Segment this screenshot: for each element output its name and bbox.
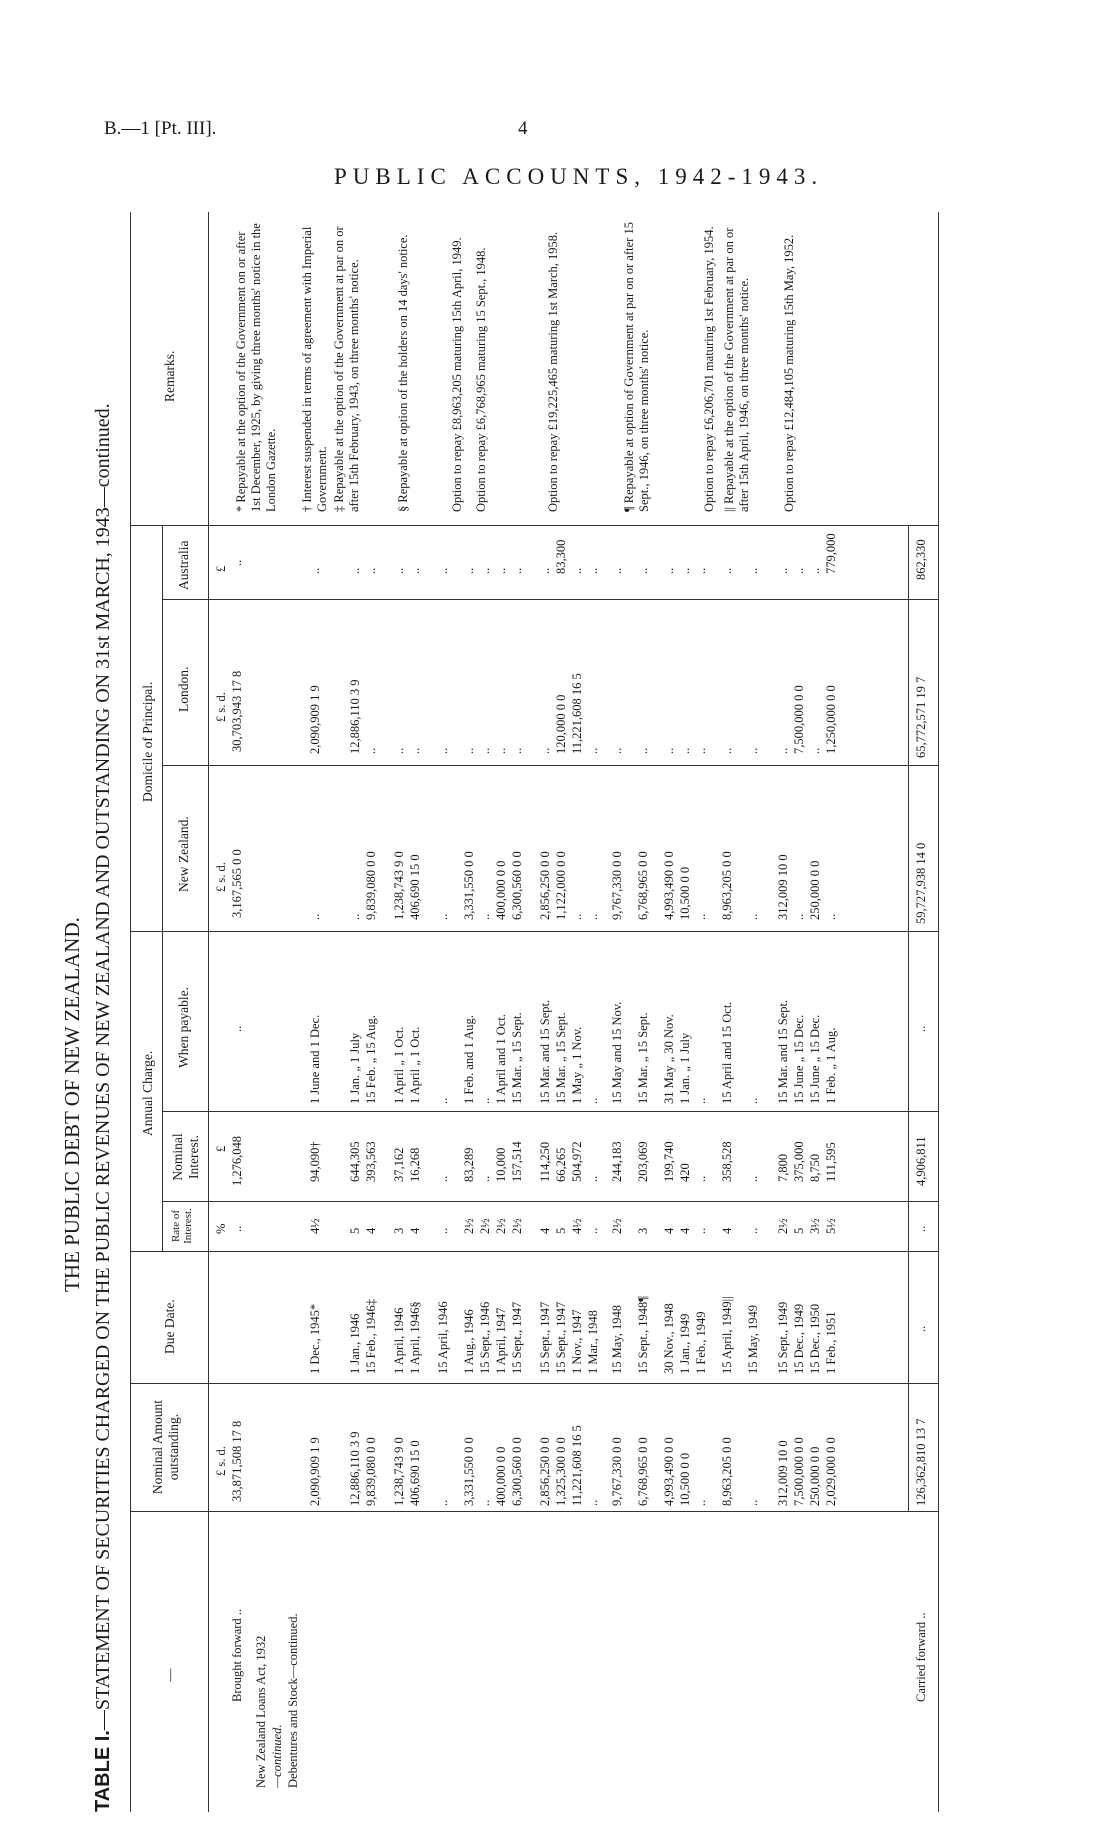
cell-new-zealand: 9,839,080 0 0	[364, 851, 378, 920]
carried-forward-nz: 59,727,938 14 0	[914, 842, 928, 924]
cell-interest: 203,069	[636, 1141, 650, 1182]
cell-nominal: 7,500,000 0 0	[792, 1437, 806, 1506]
cell-london: 7,500,000 0 0	[792, 685, 806, 754]
cell-new-zealand: 6,768,965 0 0	[636, 851, 650, 920]
rule-col6	[130, 931, 938, 932]
cell-australia: ..	[636, 567, 650, 574]
rule-col9	[130, 525, 938, 526]
cell-london: ..	[808, 747, 822, 754]
cell-rate: 4½	[308, 1218, 322, 1234]
cell-new-zealand: ..	[436, 913, 450, 920]
cell-rate: 2½	[462, 1218, 476, 1234]
cell-nominal: ..	[436, 1499, 450, 1506]
table-heading-statement	[92, 403, 115, 1812]
cell-rate: 5½	[824, 1218, 838, 1234]
cell-rate: 5	[554, 1227, 568, 1234]
section-label-act: New Zealand Loans Act, 1932	[254, 1635, 268, 1788]
cell-rate: 4	[662, 1227, 676, 1234]
unit-nominal: £ s. d.	[214, 1446, 228, 1476]
cell-interest: 10,000	[494, 1147, 508, 1182]
cell-new-zealand: 406,690 15 0	[408, 854, 422, 920]
cell-interest: 66,265	[554, 1147, 568, 1182]
cell-when-payable: 15 May and 15 Nov.	[610, 1001, 624, 1104]
cell-due-date: 15 April, 1949||	[720, 1296, 734, 1374]
cell-australia: ..	[436, 567, 450, 574]
cell-australia: ..	[494, 567, 508, 574]
col-header-nominal-interest: Nominal Interest.	[170, 1133, 201, 1181]
cell-australia: ..	[538, 567, 552, 574]
cell-due-date: 15 Sept., 1949	[776, 1301, 790, 1374]
cell-due-date: 1 Feb., 1949	[694, 1311, 708, 1374]
cell-interest: 199,740	[662, 1141, 676, 1182]
cell-nominal: ..	[478, 1499, 492, 1506]
cell-when-payable: 1 Feb. „ 1 Aug.	[824, 1027, 838, 1104]
brought-forward-when: ..	[230, 1025, 244, 1032]
cell-when-payable: ..	[586, 1097, 600, 1104]
cell-london: ..	[678, 747, 692, 754]
cell-due-date: 15 Sept., 1947	[538, 1301, 552, 1374]
cell-when-payable: ..	[478, 1097, 492, 1104]
cell-new-zealand: 10,500 0 0	[678, 866, 692, 920]
cell-rate: 2½	[478, 1218, 492, 1234]
remark-note: * Repayable at the option of the Government on or after 1st December, 1925, by giving three months' notice in the London Gazette.	[234, 223, 278, 512]
cell-due-date: 1 Feb., 1951	[824, 1311, 838, 1374]
cell-interest: 111,595	[824, 1142, 838, 1182]
carried-forward-due: ..	[914, 1325, 928, 1332]
cell-new-zealand: ..	[586, 913, 600, 920]
cell-london: ..	[494, 747, 508, 754]
cell-australia: ..	[746, 567, 760, 574]
cell-new-zealand: ..	[308, 913, 322, 920]
cell-rate: 4½	[570, 1218, 584, 1234]
cell-interest: 8,750	[808, 1153, 822, 1182]
cell-australia: 779,000	[824, 533, 838, 574]
cell-due-date: 15 Sept., 1947	[510, 1301, 524, 1374]
unit-rate: %	[214, 1223, 228, 1234]
cell-due-date: 15 May, 1948	[610, 1305, 624, 1374]
cell-interest: 393,563	[364, 1141, 378, 1182]
cell-due-date: 1 Mar., 1948	[586, 1310, 600, 1374]
cell-new-zealand: 2,856,250 0 0	[538, 851, 552, 920]
col-header-australia: Australia	[176, 540, 191, 590]
table-heading-public-debt: THE PUBLIC DEBT OF NEW ZEALAND.	[60, 917, 84, 1292]
cell-australia: ..	[308, 567, 322, 574]
rule-domicile	[162, 526, 163, 932]
cell-when-payable: 15 Mar. „ 15 Sept.	[636, 1012, 650, 1104]
cell-nominal: ..	[694, 1499, 708, 1506]
rule-header-bottom	[208, 212, 209, 1812]
cell-due-date: 15 Dec., 1950	[808, 1303, 822, 1374]
cell-nominal: 400,000 0 0	[494, 1446, 508, 1506]
cell-london: 120,000 0 0	[554, 694, 568, 754]
cell-new-zealand: 400,000 0 0	[494, 860, 508, 920]
cell-new-zealand: 9,767,330 0 0	[610, 851, 624, 920]
cell-interest: 358,528	[720, 1141, 734, 1182]
cell-due-date: 15 Sept., 1947	[554, 1301, 568, 1374]
cell-nominal: 1,325,300 0 0	[554, 1437, 568, 1506]
cell-nominal: ..	[586, 1499, 600, 1506]
cell-london: 11,221,608 16 5	[570, 673, 584, 754]
page-number: 4	[518, 118, 528, 139]
remark-note: ‡ Repayable at the option of the Government at par on or after 15th February, 1943, on three months' notice.	[332, 226, 361, 512]
cell-nominal: 11,221,608 16 5	[570, 1425, 584, 1506]
cell-australia: ..	[510, 567, 524, 574]
cell-due-date: 1 Aug., 1946	[462, 1309, 476, 1374]
cell-interest: 244,183	[610, 1141, 624, 1182]
carried-forward-london: 65,772,571 19 7	[914, 676, 928, 758]
cell-rate: 2½	[494, 1218, 508, 1234]
cell-interest: 114,250	[538, 1141, 552, 1182]
cell-london: ..	[586, 747, 600, 754]
cell-when-payable: ..	[746, 1097, 760, 1104]
section-label-continued: —continued.	[270, 1724, 284, 1788]
cell-due-date: 15 Dec., 1949	[792, 1303, 806, 1374]
cell-due-date: 15 Sept., 1946	[478, 1301, 492, 1374]
col-header-remarks: Remarks.	[162, 350, 177, 402]
remark-note: Option to repay £12,484,105 maturing 15th May, 1952.	[782, 234, 796, 512]
rule-top	[130, 212, 131, 1812]
unit-interest: £	[214, 1145, 228, 1152]
cell-interest: 157,514	[510, 1141, 524, 1182]
rule-col4	[162, 1201, 938, 1202]
cell-nominal: 2,090,909 1 9	[308, 1437, 322, 1506]
cell-nominal: 8,963,205 0 0	[720, 1437, 734, 1506]
cell-nominal: ..	[746, 1499, 760, 1506]
cell-london: ..	[694, 747, 708, 754]
cell-rate: 4	[678, 1227, 692, 1234]
col-header-when-payable: When payable.	[176, 987, 191, 1068]
cell-rate: 2½	[510, 1218, 524, 1234]
remark-note: † Interest suspended in terms of agreement with Imperial Government.	[300, 226, 329, 512]
cell-new-zealand: 1,122,000 0 0	[554, 851, 568, 920]
cell-when-payable: 15 April and 15 Oct.	[720, 1001, 734, 1104]
cell-new-zealand: 3,331,550 0 0	[462, 851, 476, 920]
cell-rate: 5	[792, 1227, 806, 1234]
cell-interest: ..	[586, 1175, 600, 1182]
cell-london: ..	[478, 747, 492, 754]
cell-australia: ..	[662, 567, 676, 574]
col-header-nominal-amount: Nominal Amount outstanding.	[150, 1399, 181, 1495]
col-header-rate: Rate of Interest.	[170, 1208, 194, 1244]
cell-nominal: 312,009 10 0	[776, 1440, 790, 1506]
cell-london: ..	[720, 747, 734, 754]
remark-note: Option to repay £8,963,205 maturing 15th April, 1949.	[450, 237, 464, 512]
cell-when-payable: ..	[694, 1097, 708, 1104]
cell-when-payable: 15 Mar. and 15 Sept.	[776, 999, 790, 1104]
cell-new-zealand: ..	[824, 913, 838, 920]
rule-annual-charge	[162, 932, 163, 1252]
cell-rate: 3	[636, 1227, 650, 1234]
remark-note: § Repayable at option of the holders on 14 days' notice.	[396, 234, 410, 512]
cell-when-payable: 1 April „ 1 Oct.	[408, 1026, 422, 1104]
unit-london: £ s. d.	[214, 692, 228, 722]
brought-forward-london: 30,703,943 17 8	[230, 670, 244, 752]
carried-forward-when: ..	[914, 1025, 928, 1032]
cell-london: 2,090,909 1 9	[308, 685, 322, 754]
cell-when-payable: 15 Feb. „ 15 Aug.	[364, 1015, 378, 1104]
col-header-annual-charge: Annual Charge.	[140, 1050, 155, 1136]
cell-interest: 83,289	[462, 1147, 476, 1182]
cell-when-payable: 15 Mar. „ 15 Sept.	[554, 1012, 568, 1104]
cell-when-payable: 1 Feb. and 1 Aug.	[462, 1015, 476, 1104]
cell-london: ..	[436, 747, 450, 754]
cell-rate: ..	[694, 1227, 708, 1234]
cell-australia: ..	[776, 567, 790, 574]
section-label-debentures: Debentures and Stock—continued.	[286, 1613, 300, 1788]
col-header-blank: —	[162, 1668, 177, 1682]
rule-col5	[162, 1111, 938, 1112]
cell-when-payable: 15 Mar. and 15 Sept.	[538, 999, 552, 1104]
cell-rate: 2½	[776, 1218, 790, 1234]
cell-when-payable: 15 June „ 15 Dec.	[808, 1014, 822, 1104]
remark-note: Option to repay £19,225,465 maturing 1st March, 1958.	[546, 231, 560, 512]
cell-when-payable: 15 Mar. „ 15 Sept.	[510, 1012, 524, 1104]
remark-note: Option to repay £6,768,965 maturing 15 Sept., 1948.	[474, 247, 488, 512]
brought-forward-rate: ..	[230, 1225, 244, 1232]
brought-forward-interest: 1,276,048	[230, 1136, 244, 1186]
carried-forward-australia: 862,330	[914, 539, 928, 580]
cell-london: ..	[408, 747, 422, 754]
cell-rate: 2½	[610, 1218, 624, 1234]
cell-london: ..	[776, 747, 790, 754]
cell-australia: ..	[586, 567, 600, 574]
cell-new-zealand: 6,300,560 0 0	[510, 851, 524, 920]
cell-nominal: 4,993,490 0 0	[662, 1437, 676, 1506]
cell-london: ..	[392, 747, 406, 754]
unit-nz: £ s. d.	[214, 862, 228, 892]
cell-due-date: 15 Sept., 1948¶	[636, 1296, 650, 1374]
rule-total	[908, 526, 909, 1512]
cell-interest: ..	[694, 1175, 708, 1182]
remark-note: Option to repay £6,206,701 maturing 1st February, 1954.	[702, 226, 716, 512]
cell-nominal: 12,886,110 3 9	[348, 1431, 362, 1506]
cell-nominal: 406,690 15 0	[408, 1440, 422, 1506]
carried-forward-interest: 4,906,811	[914, 1136, 928, 1186]
brought-forward-label: Brought forward ..	[230, 1608, 244, 1702]
cell-due-date: 1 April, 1946	[392, 1307, 406, 1374]
cell-australia: 83,300	[554, 539, 568, 574]
cell-new-zealand: 1,238,743 9 0	[392, 851, 406, 920]
brought-forward-australia: ..	[230, 559, 244, 566]
cell-london: ..	[636, 747, 650, 754]
cell-when-payable: 31 May „ 30 Nov.	[662, 1014, 676, 1104]
cell-london: ..	[610, 747, 624, 754]
cell-rate: 3	[392, 1227, 406, 1234]
cell-london: ..	[510, 747, 524, 754]
unit-australia: £	[214, 565, 228, 572]
cell-interest: 94,090†	[308, 1141, 322, 1182]
remark-note: || Repayable at the option of the Government at par on or after 15th April, 1946, on three months' notice.	[722, 227, 751, 512]
cell-australia: ..	[678, 567, 692, 574]
cell-due-date: 1 April, 1947	[494, 1307, 508, 1374]
cell-australia: ..	[348, 567, 362, 574]
cell-nominal: 6,768,965 0 0	[636, 1437, 650, 1506]
cell-nominal: 9,767,330 0 0	[610, 1437, 624, 1506]
cell-new-zealand: ..	[694, 913, 708, 920]
col-header-london: London.	[176, 666, 191, 712]
cell-rate: ..	[586, 1227, 600, 1234]
cell-london: 1,250,000 0 0	[824, 685, 838, 754]
rule-bottom	[938, 212, 939, 1812]
carried-forward-label: Carried forward ..	[914, 1612, 928, 1702]
cell-due-date: 1 Nov., 1947	[570, 1309, 584, 1374]
cell-rate: ..	[746, 1227, 760, 1234]
brought-forward-nz: 3,167,565 0 0	[230, 849, 244, 918]
cell-rate: ..	[436, 1227, 450, 1234]
cell-new-zealand: ..	[570, 913, 584, 920]
cell-australia: ..	[392, 567, 406, 574]
col-header-due-date: Due Date.	[162, 1299, 177, 1354]
running-title: PUBLIC ACCOUNTS, 1942-1943.	[334, 164, 824, 189]
cell-london: ..	[538, 747, 552, 754]
cell-london: ..	[462, 747, 476, 754]
cell-new-zealand: 312,009 10 0	[776, 854, 790, 920]
cell-rate: 4	[408, 1227, 422, 1234]
cell-interest: 16,268	[408, 1147, 422, 1182]
brought-forward-nominal: 33,871,508 17 8	[230, 1420, 244, 1502]
rotated-table	[62, 212, 1062, 1812]
cell-due-date: 15 April, 1946	[436, 1301, 450, 1374]
cell-london: ..	[746, 747, 760, 754]
cell-australia: ..	[610, 567, 624, 574]
cell-interest: 37,162	[392, 1147, 406, 1182]
cell-australia: ..	[808, 567, 822, 574]
cell-australia: ..	[720, 567, 734, 574]
cell-due-date: 1 Dec., 1945*	[308, 1303, 322, 1374]
cell-when-payable: 1 Jan. „ 1 July	[678, 1032, 692, 1104]
cell-when-payable: ..	[436, 1097, 450, 1104]
carried-forward-nominal: 126,362,810 13 7	[914, 1418, 928, 1506]
cell-nominal: 2,029,000 0 0	[824, 1437, 838, 1506]
cell-due-date: 15 Feb., 1946‡	[364, 1299, 378, 1374]
cell-london: ..	[662, 747, 676, 754]
rule-col8	[162, 599, 938, 600]
cell-new-zealand: 8,963,205 0 0	[720, 851, 734, 920]
cell-nominal: 1,238,743 9 0	[392, 1437, 406, 1506]
cell-interest: 375,000	[792, 1141, 806, 1182]
cell-interest: 644,305	[348, 1141, 362, 1182]
cell-london: ..	[364, 747, 378, 754]
rule-col7	[162, 765, 938, 766]
document-reference: B.—1 [Pt. III].	[104, 118, 217, 139]
cell-rate: 5	[348, 1227, 362, 1234]
cell-new-zealand: 4,993,490 0 0	[662, 851, 676, 920]
cell-interest: 504,972	[570, 1141, 584, 1182]
cell-rate: 3½	[808, 1218, 822, 1234]
cell-nominal: 6,300,560 0 0	[510, 1437, 524, 1506]
cell-when-payable: 15 June „ 15 Dec.	[792, 1014, 806, 1104]
cell-when-payable: 1 April „ 1 Oct.	[392, 1026, 406, 1104]
cell-australia: ..	[478, 567, 492, 574]
cell-due-date: 1 Jan., 1949	[678, 1313, 692, 1374]
cell-new-zealand: ..	[792, 913, 806, 920]
cell-due-date: 15 May, 1949	[746, 1305, 760, 1374]
cell-interest: ..	[478, 1175, 492, 1182]
cell-nominal: 2,856,250 0 0	[538, 1437, 552, 1506]
col-header-domicile: Domicile of Principal.	[140, 681, 155, 802]
rule-col1	[130, 1511, 938, 1512]
remark-note: ¶ Repayable at option of Government at par on or after 15 Sept., 1946, on three months' notice.	[622, 222, 651, 512]
rule-col2	[130, 1383, 938, 1384]
cell-australia: ..	[694, 567, 708, 574]
cell-nominal: 9,839,080 0 0	[364, 1437, 378, 1506]
cell-interest: 7,800	[776, 1153, 790, 1182]
cell-when-payable: 1 Jan. „ 1 July	[348, 1032, 362, 1104]
cell-rate: 4	[538, 1227, 552, 1234]
cell-rate: 4	[364, 1227, 378, 1234]
rule-col3	[130, 1251, 938, 1252]
cell-when-payable: 1 June and 1 Dec.	[308, 1014, 322, 1104]
cell-due-date: 1 Jan., 1946	[348, 1313, 362, 1374]
col-header-new-zealand: New Zealand.	[176, 816, 191, 892]
cell-australia: ..	[408, 567, 422, 574]
cell-new-zealand: ..	[478, 913, 492, 920]
cell-interest: ..	[436, 1175, 450, 1182]
cell-interest: ..	[746, 1175, 760, 1182]
cell-when-payable: 1 May „ 1 Nov.	[570, 1026, 584, 1104]
cell-london: 12,886,110 3 9	[348, 679, 362, 754]
cell-nominal: 3,331,550 0 0	[462, 1437, 476, 1506]
carried-forward-rate: ..	[914, 1225, 928, 1232]
cell-due-date: 30 Nov., 1948	[662, 1303, 676, 1374]
cell-australia: ..	[570, 567, 584, 574]
cell-new-zealand: 250,000 0 0	[808, 860, 822, 920]
cell-interest: 420	[678, 1163, 692, 1182]
cell-rate: 4	[720, 1227, 734, 1234]
cell-australia: ..	[792, 567, 806, 574]
cell-nominal: 10,500 0 0	[678, 1452, 692, 1506]
table-number-label: TABLE I.	[92, 1730, 114, 1812]
cell-new-zealand: ..	[746, 913, 760, 920]
cell-nominal: 250,000 0 0	[808, 1446, 822, 1506]
table-statement-text: —STATEMENT OF SECURITIES CHARGED ON THE PUBLIC REVENUES OF NEW ZEALAND AND OUTSTANDING ON 31st MARCH, 1943—continued.	[92, 403, 114, 1731]
cell-due-date: 1 April, 1946§	[408, 1301, 422, 1374]
cell-australia: ..	[462, 567, 476, 574]
cell-new-zealand: ..	[348, 913, 362, 920]
cell-australia: ..	[364, 567, 378, 574]
cell-when-payable: 1 April and 1 Oct.	[494, 1014, 508, 1104]
